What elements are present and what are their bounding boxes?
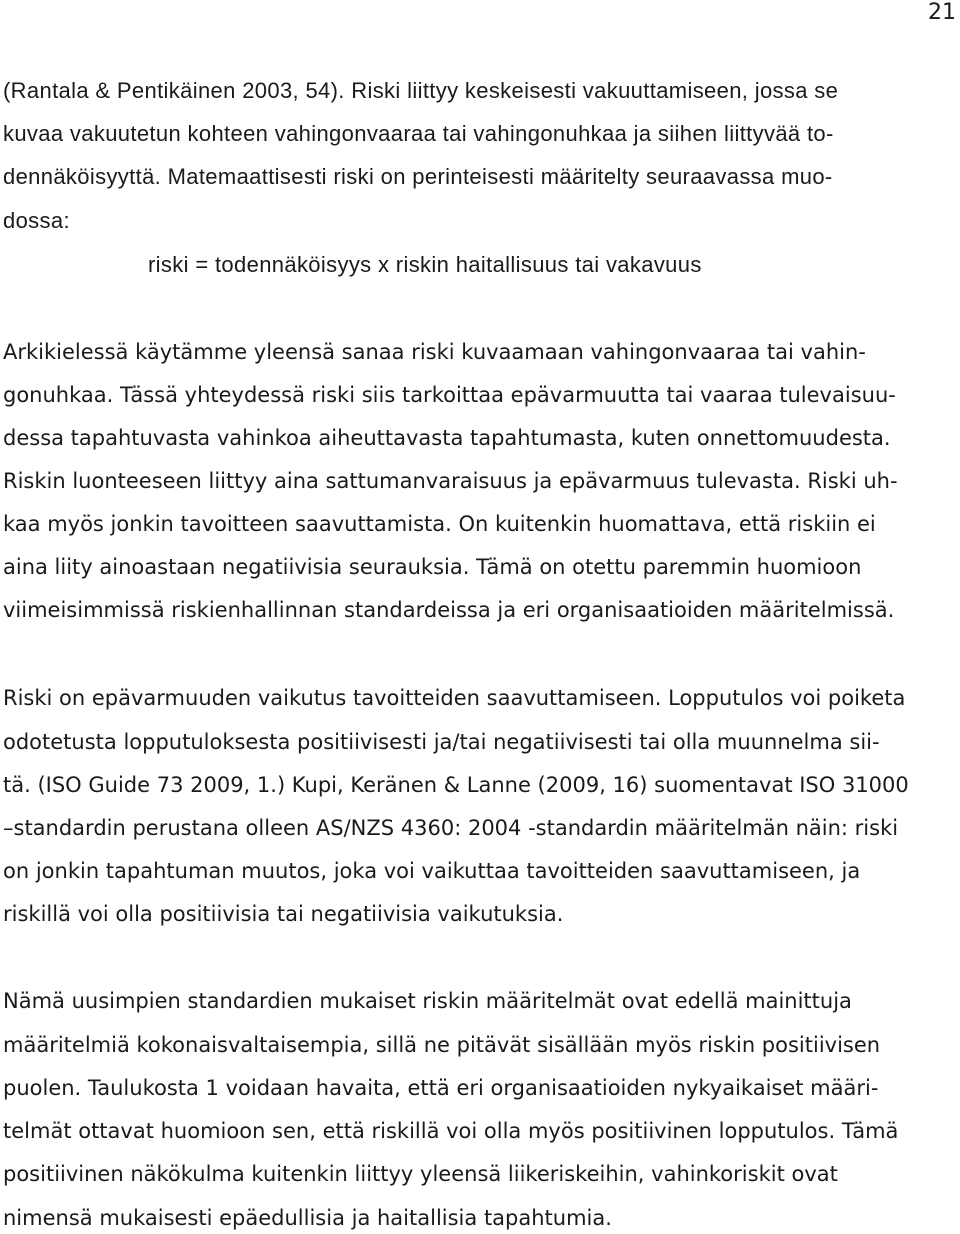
text-line: dennäköisyyttä. Matemaattisesti riski on perinteisesti määritelty seuraavassa muo- [3,164,833,189]
text-line: puolen. Taulukosta 1 voidaan havaita, että eri organisaatioiden nykyaikaiset määri- [3,1076,879,1100]
page-number: 21 [928,0,956,25]
text-line: Arkikielessä käytämme yleensä sanaa riski kuvaamaan vahingonvaaraa tai vahin- [3,340,866,364]
text-line: positiivinen näkökulma kuitenkin liittyy yleensä liikeriskeihin, vahinkoriskit ovat [3,1162,838,1186]
text-line: on jonkin tapahtuman muutos, joka voi vaikuttaa tavoitteiden saavuttamiseen, ja [3,859,861,883]
text-line: riskillä voi olla positiivisia tai negatiivisia vaikutuksia. [3,902,564,926]
text-line: –standardin perustana olleen AS/NZS 4360: 2004 -standardin määritelmän näin: riski [3,816,899,840]
text-line: gonuhkaa. Tässä yhteydessä riski siis tarkoittaa epävarmuutta tai vaaraa tulevaisuu- [3,383,896,407]
text-line: Nämä uusimpien standardien mukaiset riskin määritelmät ovat edellä mainittuja [3,989,852,1013]
text-line: kaa myös jonkin tavoitteen saavuttamista. On kuitenkin huomattava, että riskiin ei [3,512,876,536]
text-line: telmät ottavat huomioon sen, että riskillä voi olla myös positiivinen lopputulos. Tämä [3,1119,899,1143]
text-line: (Rantala & Pentikäinen 2003, 54). Riski liittyy keskeisesti vakuuttamiseen, jossa se [3,78,839,103]
text-line: nimensä mukaisesti epäedullisia ja haitallisia tapahtumia. [3,1206,612,1230]
text-line: viimeisimmissä riskienhallinnan standardeissa ja eri organisaatioiden määritelmissä. [3,598,895,622]
text-line: tä. (ISO Guide 73 2009, 1.) Kupi, Keränen & Lanne (2009, 16) suomentavat ISO 31000 [3,773,909,797]
text-line: määritelmiä kokonaisvaltaisempia, sillä ne pitävät sisällään myös riskin positiivisen [3,1033,881,1057]
text-line: aina liity ainoastaan negatiivisia seurauksia. Tämä on otettu paremmin huomioon [3,555,862,579]
text-line: dessa tapahtuvasta vahinkoa aiheuttavasta tapahtumasta, kuten onnettomuudesta. [3,426,891,450]
risk-formula: riski = todennäköisyys x riskin haitallisuus tai vakavuus [148,252,702,277]
text-line: Riski on epävarmuuden vaikutus tavoitteiden saavuttamiseen. Lopputulos voi poiketa [3,686,906,710]
text-line: odotetusta lopputuloksesta positiivisesti ja/tai negatiivisesti tai olla muunnelma sii- [3,730,880,754]
text-line: dossa: [3,208,70,233]
text-line: kuvaa vakuutetun kohteen vahingonvaaraa tai vahingonuhkaa ja siihen liittyvää to- [3,121,834,146]
text-line: Riskin luonteeseen liittyy aina sattumanvaraisuus ja epävarmuus tulevasta. Riski uh- [3,469,898,493]
